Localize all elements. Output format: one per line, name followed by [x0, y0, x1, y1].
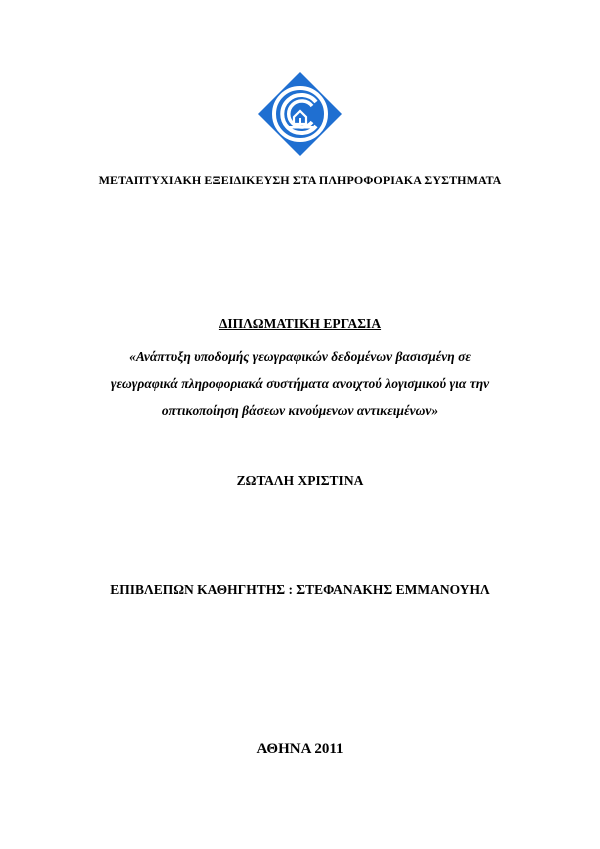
- university-emblem-icon: [257, 71, 343, 157]
- thesis-title-line-2: γεωγραφικά πληροφοριακά συστήματα ανοιχτού λογισμικού για την: [110, 376, 490, 391]
- supervisor-line: ΕΠΙΒΛΕΠΩΝ ΚΑΘΗΓΗΤΗΣ : ΣΤΕΦΑΝΑΚΗΣ ΕΜΜΑΝΟΥΗΛ: [110, 582, 490, 597]
- thesis-title-line-1: «Ανάπτυξη υποδομής γεωγραφικών δεδομένων βασισμένη σε: [129, 349, 471, 364]
- program-title: ΜΕΤΑΠΤΥΧΙΑΚΗ ΕΞΕΙΔΙΚΕΥΣΗ ΣΤΑ ΠΛΗΡΟΦΟΡΙΑΚΑ ΣΥΣΤΗΜΑΤΑ: [98, 173, 502, 187]
- author-name: ΖΩΤΑΛΗ ΧΡΙΣΤΙΝΑ: [236, 473, 364, 488]
- place-year: ΑΘΗΝΑ 2011: [256, 741, 344, 757]
- document-type: ΔΙΠΛΩΜΑΤΙΚΗ ΕΡΓΑΣΙΑ: [218, 316, 382, 331]
- thesis-title-line-3: οπτικοποίηση βάσεων κινούμενων αντικειμένων»: [161, 403, 439, 418]
